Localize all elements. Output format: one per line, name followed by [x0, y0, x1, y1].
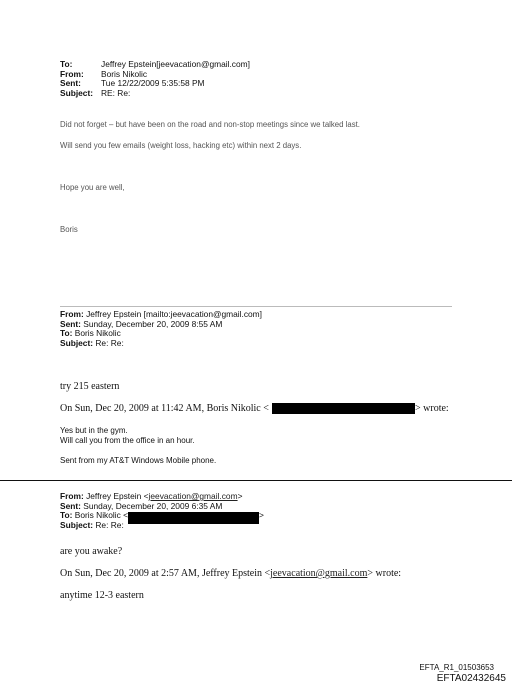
redaction-box — [272, 403, 415, 414]
bates-id-primary: EFTA_R1_01503653 — [419, 663, 494, 672]
from-line: From: Jeffrey Epstein <jeevacation@gmail.com> — [60, 491, 243, 501]
separator-line — [60, 306, 452, 307]
to-line-end: > — [259, 510, 264, 521]
email-signature: Boris — [60, 225, 78, 234]
to-line: To: Boris Nikolic — [60, 328, 121, 339]
from-label: From: — [60, 68, 84, 79]
to-label: To: — [60, 59, 73, 69]
to-value: Jeffrey Epstein[jeevacation@gmail.com] — [101, 59, 250, 69]
quote-attribution-end: > wrote: — [415, 403, 449, 414]
email-body-line: Hope you are well, — [60, 183, 125, 192]
subject-label: Subject: — [60, 87, 94, 98]
quote-attribution: On Sun, Dec 20, 2009 at 2:57 AM, Jeffrey Epstein <jeevacation@gmail.com> wrote: — [60, 568, 402, 579]
quoted-signature: Sent from my AT&T Windows Mobile phone. — [60, 456, 217, 465]
redaction-box — [128, 512, 259, 524]
email-link[interactable]: jeevacation@gmail.com — [270, 568, 368, 579]
subject-line: Subject: Re: Re: — [60, 519, 124, 530]
separator-rule — [0, 480, 512, 481]
sent-line: Sent: Sunday, December 20, 2009 6:35 AM — [60, 500, 223, 511]
subject-value: RE: Re: — [101, 87, 131, 98]
from-value: Boris Nikolic — [101, 68, 148, 79]
quoted-line: anytime 12-3 eastern — [60, 590, 144, 601]
subject-line: Subject: Re: Re: — [60, 337, 124, 348]
email-body-line: Did not forget – but have been on the road and non-stop meetings since we talked last. — [60, 120, 360, 129]
sent-line: Sent: Sunday, December 20, 2009 8:55 AM — [60, 318, 223, 329]
reply-text: try 215 eastern — [60, 381, 120, 392]
email-body-line: Will send you few emails (weight loss, hacking etc) within next 2 days. — [60, 141, 302, 150]
to-line: To: Boris Nikolic < — [60, 510, 129, 521]
reply-text: are you awake? — [60, 546, 123, 557]
quoted-line: Will call you from the office in an hour. — [60, 436, 195, 445]
from-line: From: Jeffrey Epstein [mailto:jeevacation@gmail.com] — [60, 309, 262, 319]
sent-value: Tue 12/22/2009 5:35:58 PM — [101, 78, 205, 89]
sent-label: Sent: — [60, 78, 81, 89]
quoted-line: Yes but in the gym. — [60, 426, 128, 435]
email-link[interactable]: jeevacation@gmail.com — [148, 491, 238, 501]
quote-attribution: On Sun, Dec 20, 2009 at 11:42 AM, Boris Nikolic < — [60, 403, 269, 414]
bates-id-secondary: EFTA02432645 — [436, 673, 506, 684]
